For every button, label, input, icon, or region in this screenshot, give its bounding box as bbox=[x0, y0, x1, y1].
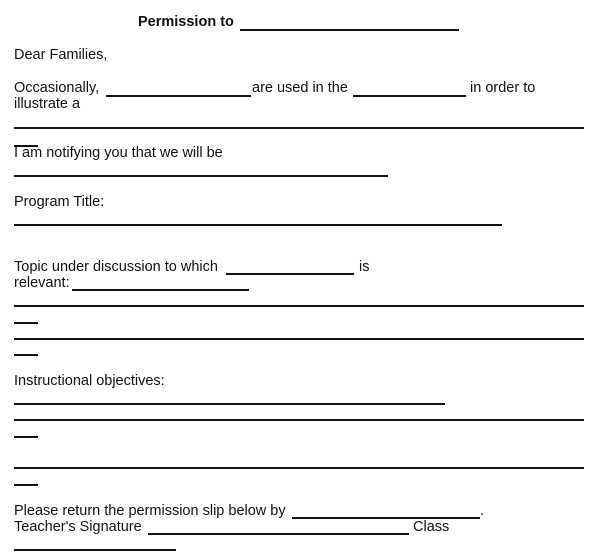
topic-start: Topic under discussion to which bbox=[14, 259, 218, 275]
topic-blank[interactable] bbox=[226, 273, 354, 275]
notify-label: I am notifying you that we will be bbox=[14, 145, 223, 161]
objectives-line-3-tail bbox=[14, 484, 38, 486]
para1-end: in order to bbox=[470, 80, 536, 96]
illustrate-line[interactable] bbox=[14, 127, 584, 129]
title-blank-field[interactable] bbox=[240, 29, 459, 31]
class-label: Class bbox=[413, 519, 450, 535]
objectives-line-2[interactable] bbox=[14, 419, 584, 421]
return-date-blank[interactable] bbox=[292, 517, 480, 519]
topic-line2: relevant: bbox=[14, 275, 70, 291]
topic-line-2-tail bbox=[14, 354, 38, 356]
notify-line[interactable] bbox=[14, 175, 388, 177]
signature-label: Teacher's Signature bbox=[14, 519, 142, 535]
para1-line2: illustrate a bbox=[14, 96, 81, 112]
return-period: . bbox=[480, 503, 485, 519]
topic-line-2[interactable] bbox=[14, 338, 584, 340]
relevant-blank[interactable] bbox=[72, 289, 249, 291]
class-blank[interactable] bbox=[14, 549, 176, 551]
signature-blank[interactable] bbox=[148, 533, 409, 535]
title-label: Permission to bbox=[138, 14, 234, 30]
topic-line-1-tail bbox=[14, 322, 38, 324]
topic-end: is bbox=[359, 259, 370, 275]
objectives-line-1[interactable] bbox=[14, 403, 445, 405]
objectives-line-3[interactable] bbox=[14, 467, 584, 469]
para1-blank-2[interactable] bbox=[353, 95, 466, 97]
para1-middle: are used in the bbox=[252, 80, 348, 96]
salutation: Dear Families, bbox=[14, 47, 108, 63]
para1-blank-1[interactable] bbox=[106, 95, 251, 97]
program-title-label: Program Title: bbox=[14, 194, 105, 210]
para1-start: Occasionally, bbox=[14, 80, 100, 96]
return-label: Please return the permission slip below by bbox=[14, 503, 286, 519]
objectives-line-2-tail bbox=[14, 436, 38, 438]
topic-line-1[interactable] bbox=[14, 305, 584, 307]
objectives-label: Instructional objectives: bbox=[14, 373, 165, 389]
program-title-line[interactable] bbox=[14, 224, 502, 226]
